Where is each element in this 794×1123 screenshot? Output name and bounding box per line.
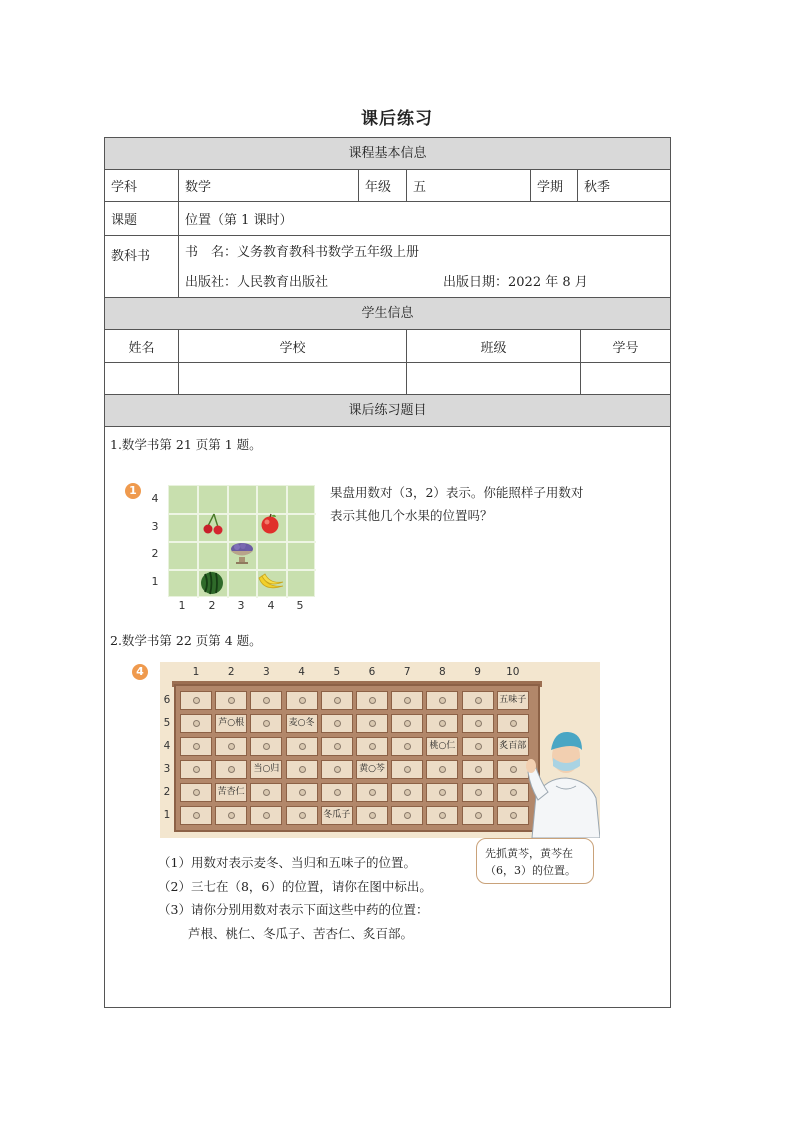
subquestion-1: （1）用数对表示麦冬、当归和五味子的位置。 xyxy=(158,855,416,870)
drawer-knob-icon xyxy=(263,789,270,796)
grade-label: 年级 xyxy=(359,170,407,201)
watermelon-icon xyxy=(199,570,225,596)
drawer xyxy=(180,691,212,710)
drawer xyxy=(250,691,282,710)
drawer-knob-icon xyxy=(475,697,482,704)
topic-row xyxy=(105,202,670,236)
exercises-header: 课后练习题目 xyxy=(105,395,670,427)
cabinet-row-number: 3 xyxy=(163,763,171,775)
drawer-knob-icon xyxy=(475,812,482,819)
drawer xyxy=(250,783,282,802)
question-1-title: 1.数学书第 21 页第 1 题。 xyxy=(110,437,262,452)
column-name: 姓名 xyxy=(105,330,179,362)
x-tick-5: 5 xyxy=(296,599,304,612)
drawer xyxy=(180,806,212,825)
drawer-knob-icon xyxy=(475,789,482,796)
cabinet-column-number: 5 xyxy=(333,666,341,678)
drawer xyxy=(462,760,494,779)
drawer xyxy=(321,783,353,802)
subject-value: 数学 xyxy=(179,170,359,201)
drawer xyxy=(356,714,388,733)
drawer-knob-icon xyxy=(263,812,270,819)
term-label: 学期 xyxy=(531,170,578,201)
y-tick-3: 3 xyxy=(151,520,159,533)
x-tick-4: 4 xyxy=(267,599,275,612)
column-class: 班级 xyxy=(407,330,581,362)
drawer xyxy=(462,714,494,733)
drawer xyxy=(391,806,423,825)
drawer xyxy=(391,760,423,779)
drawer-knob-icon xyxy=(404,720,411,727)
y-tick-1: 1 xyxy=(151,575,159,588)
cabinet-row-number: 5 xyxy=(163,717,171,729)
drawer xyxy=(215,806,247,825)
cherry-icon xyxy=(202,512,224,536)
drawer-knob-icon xyxy=(404,766,411,773)
class-input-cell[interactable] xyxy=(407,363,581,394)
drawer xyxy=(391,691,423,710)
page-title: 课后练习 xyxy=(361,109,433,129)
subquestion-3: （3）请你分别用数对表示下面这些中药的位置： xyxy=(158,902,429,917)
drawer xyxy=(286,806,318,825)
drawer-knob-icon xyxy=(228,766,235,773)
school-input-cell[interactable] xyxy=(179,363,407,394)
publisher: 出版社：人民教育出版社 xyxy=(185,275,329,290)
cabinet-row-number: 2 xyxy=(163,786,171,798)
drawer-knob-icon xyxy=(369,789,376,796)
drawer xyxy=(356,737,388,756)
drawer xyxy=(215,760,247,779)
drawer-knob-icon xyxy=(299,766,306,773)
drawer-label: 当○归 xyxy=(251,761,281,778)
cabinet-column-number: 3 xyxy=(263,666,270,678)
drawer-labeled xyxy=(356,760,388,779)
drawer-knob-icon xyxy=(439,720,446,727)
drawer-labeled xyxy=(215,783,247,802)
drawer-knob-icon xyxy=(369,812,376,819)
cabinet-column-number: 4 xyxy=(298,666,305,678)
drawer-labeled xyxy=(497,691,529,710)
drawer-knob-icon xyxy=(334,789,341,796)
x-tick-2: 2 xyxy=(208,599,216,612)
drawer-label: 冬瓜子 xyxy=(322,807,352,824)
drawer-knob-icon xyxy=(439,789,446,796)
drawer xyxy=(462,806,494,825)
column-school: 学校 xyxy=(179,330,407,362)
drawer xyxy=(215,737,247,756)
cabinet-column-number: 1 xyxy=(192,666,200,678)
drawer-knob-icon xyxy=(404,789,411,796)
drawer xyxy=(462,691,494,710)
drawer xyxy=(180,760,212,779)
subject-label: 学科 xyxy=(105,170,179,201)
drawer-labeled xyxy=(321,806,353,825)
drawer-knob-icon xyxy=(299,697,306,704)
publication-date: 出版日期：2022 年 8 月 xyxy=(443,275,588,290)
cabinet-row-number: 6 xyxy=(163,694,171,706)
drawer-knob-icon xyxy=(369,720,376,727)
drawer-label: 苦杏仁 xyxy=(216,784,246,801)
drawer xyxy=(250,737,282,756)
drawer xyxy=(426,783,458,802)
drawer xyxy=(462,737,494,756)
doctor-illustration xyxy=(516,726,600,838)
term-value: 秋季 xyxy=(584,180,611,195)
drawer-knob-icon xyxy=(369,743,376,750)
fruit-bowl-icon xyxy=(228,540,256,566)
drawer xyxy=(180,737,212,756)
drawer xyxy=(356,783,388,802)
drawer-knob-icon xyxy=(263,743,270,750)
drawer-knob-icon xyxy=(299,743,306,750)
drawer-knob-icon xyxy=(439,697,446,704)
drawer xyxy=(321,714,353,733)
drawer xyxy=(356,806,388,825)
drawer-labeled xyxy=(215,714,247,733)
cabinet-column-number: 2 xyxy=(227,666,235,678)
grade-value: 五 xyxy=(407,170,531,201)
textbook-row xyxy=(105,236,670,298)
drawer-labeled xyxy=(286,714,318,733)
drawer-label: 炙百部 xyxy=(498,738,528,755)
drawer-label: 麦○冬 xyxy=(287,715,317,732)
medicine-cabinet xyxy=(174,684,540,832)
drawer xyxy=(321,760,353,779)
drawer xyxy=(286,783,318,802)
cabinet-row-number: 4 xyxy=(163,740,171,752)
drawer-knob-icon xyxy=(334,697,341,704)
column-student-id: 学号 xyxy=(612,340,639,356)
cabinet-column-number: 7 xyxy=(403,666,411,678)
drawer xyxy=(426,714,458,733)
drawer-knob-icon xyxy=(193,720,200,727)
drawer-knob-icon xyxy=(193,812,200,819)
drawer xyxy=(286,691,318,710)
y-tick-4: 4 xyxy=(151,492,159,505)
book-name: 书 名：义务教育教科书数学五年级上册 xyxy=(185,245,420,260)
drawer-knob-icon xyxy=(263,720,270,727)
drawer-knob-icon xyxy=(475,743,482,750)
cabinet-row-number: 1 xyxy=(163,809,171,821)
drawer-knob-icon xyxy=(369,697,376,704)
drawer-knob-icon xyxy=(263,697,270,704)
course-info-header: 课程基本信息 xyxy=(105,138,670,170)
drawer-label: 黄○芩 xyxy=(357,761,387,778)
cabinet-column-number: 10 xyxy=(506,666,520,678)
question-2-badge: 4 xyxy=(132,664,148,680)
publisher-line xyxy=(185,274,670,292)
question-2-subquestions xyxy=(158,851,432,945)
x-tick-1: 1 xyxy=(178,599,186,612)
cabinet-column-number: 8 xyxy=(439,666,446,678)
question-2-title: 2.数学书第 22 页第 4 题。 xyxy=(110,633,262,648)
drawer-knob-icon xyxy=(193,766,200,773)
drawer-knob-icon xyxy=(404,812,411,819)
apple-icon xyxy=(259,513,281,535)
drawer xyxy=(180,783,212,802)
question-1-description: 果盘用数对（3，2）表示。你能照样子用数对表示其他几个水果的位置吗？ xyxy=(330,485,584,523)
y-tick-2: 2 xyxy=(151,547,159,560)
textbook-details xyxy=(179,236,670,297)
student-info-header: 学生信息 xyxy=(105,298,670,330)
drawer-knob-icon xyxy=(475,766,482,773)
textbook-label: 教科书 xyxy=(105,236,179,297)
student-columns-row xyxy=(105,330,670,363)
drawer xyxy=(250,806,282,825)
speech-bubble: 先抓黄芩，黄芩在（6，3）的位置。 xyxy=(476,838,594,884)
drawer xyxy=(321,691,353,710)
drawer-knob-icon xyxy=(404,743,411,750)
drawer xyxy=(286,760,318,779)
x-tick-3: 3 xyxy=(237,599,245,612)
subquestion-2: （2）三七在（8，6）的位置，请你在图中标出。 xyxy=(158,878,432,894)
drawer-knob-icon xyxy=(334,743,341,750)
drawer xyxy=(180,714,212,733)
banana-icon xyxy=(256,572,286,594)
drawer xyxy=(356,691,388,710)
drawer-label: 桃○仁 xyxy=(427,738,457,755)
drawer-knob-icon xyxy=(193,789,200,796)
drawer-knob-icon xyxy=(404,697,411,704)
student-input-row xyxy=(105,363,670,395)
drawer xyxy=(321,737,353,756)
drawer-label: 五味子 xyxy=(498,692,528,709)
cabinet-column-number: 6 xyxy=(368,666,376,678)
topic-value: 位置（第 1 课时） xyxy=(185,213,293,228)
drawer-knob-icon xyxy=(334,766,341,773)
drawer-knob-icon xyxy=(228,697,235,704)
drawer xyxy=(391,737,423,756)
drawer xyxy=(426,806,458,825)
drawer-knob-icon xyxy=(439,766,446,773)
drawer xyxy=(250,714,282,733)
drawer xyxy=(286,737,318,756)
drawer xyxy=(391,714,423,733)
drawer-knob-icon xyxy=(439,812,446,819)
drawer xyxy=(426,760,458,779)
drawer-knob-icon xyxy=(334,720,341,727)
subject-row xyxy=(105,170,670,202)
drawer-knob-icon xyxy=(299,789,306,796)
drawer-knob-icon xyxy=(475,720,482,727)
drawer-labeled xyxy=(250,760,282,779)
cabinet-column-number: 9 xyxy=(474,666,481,678)
drawer-knob-icon xyxy=(193,743,200,750)
drawer xyxy=(426,691,458,710)
drawer xyxy=(391,783,423,802)
drawer-labeled xyxy=(426,737,458,756)
student-id-input-cell[interactable] xyxy=(581,363,670,394)
drawer-knob-icon xyxy=(193,697,200,704)
drawer-knob-icon xyxy=(299,812,306,819)
topic-label: 课题 xyxy=(105,202,179,235)
drawer xyxy=(215,691,247,710)
name-input-cell[interactable] xyxy=(105,363,179,394)
drawer xyxy=(462,783,494,802)
drawer-label: 芦○根 xyxy=(216,715,246,732)
drawer-knob-icon xyxy=(228,812,235,819)
drawer-knob-icon xyxy=(228,743,235,750)
herb-list: 芦根、桃仁、冬瓜子、苦杏仁、炙百部。 xyxy=(188,925,414,941)
question-1-badge: 1 xyxy=(125,483,141,499)
